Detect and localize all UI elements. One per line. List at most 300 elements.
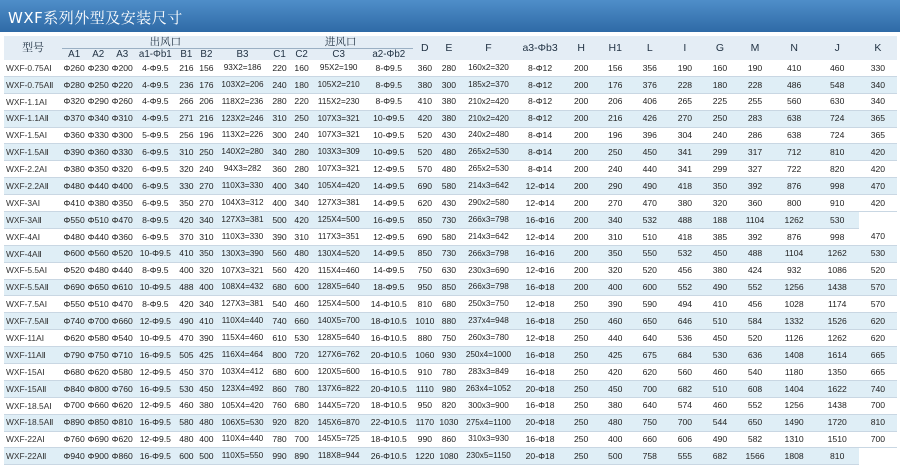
model-cell: WXF-7.5AⅡ (4, 313, 62, 330)
table-cell: 425 (196, 347, 216, 364)
table-cell: 810 (816, 144, 859, 161)
dimension-table (4, 36, 897, 465)
table-cell: 210x2=420 (461, 93, 516, 110)
table-cell: 105X4=420 (313, 178, 365, 195)
table-cell: Φ610 (110, 279, 134, 296)
table-cell: Φ800 (86, 380, 110, 397)
table-cell: 910 (413, 364, 437, 381)
table-cell: 250 (564, 313, 598, 330)
table-cell: 20-Φ18 (516, 414, 564, 431)
table-cell: Φ480 (62, 178, 86, 195)
header-M: M (737, 36, 772, 60)
table-cell: 530 (859, 245, 897, 262)
table-cell: 250x3=750 (461, 296, 516, 313)
table-cell: Φ900 (86, 448, 110, 465)
table-cell: 340 (196, 296, 216, 313)
table-cell: 283 (737, 110, 772, 127)
table-row (4, 195, 897, 212)
table-cell: 12-Φ18 (516, 296, 564, 313)
table-cell: 12-Φ9.5 (134, 313, 176, 330)
table-cell: 424 (737, 262, 772, 279)
table-cell: 16-Φ18 (516, 313, 564, 330)
header-model: 型号 (4, 36, 62, 60)
table-cell: 20-Φ18 (516, 380, 564, 397)
table-cell: 456 (667, 262, 702, 279)
table-cell: 470 (632, 195, 667, 212)
table-cell: 1510 (816, 431, 859, 448)
table-cell: 600 (632, 279, 667, 296)
table-cell: 12-Φ9.5 (134, 397, 176, 414)
table-cell: 8-Φ9.5 (365, 76, 413, 93)
table-cell: 16-Φ9.5 (134, 414, 176, 431)
table-cell: 304 (667, 127, 702, 144)
table-cell: 420 (291, 262, 313, 279)
table-cell: 712 (773, 144, 816, 161)
table-cell: 450 (598, 380, 632, 397)
table-cell: Φ360 (62, 127, 86, 144)
table-cell: 8-Φ9.5 (134, 262, 176, 279)
table-cell: 560 (667, 364, 702, 381)
model-cell: WXF-4AⅠ (4, 228, 62, 245)
table-cell: 280 (437, 60, 461, 76)
table-cell: 140X2=280 (216, 144, 268, 161)
table-cell: Φ620 (62, 330, 86, 347)
table-cell: 270 (196, 195, 216, 212)
table-cell: 240 (269, 76, 291, 93)
table-cell: Φ760 (62, 431, 86, 448)
table-cell: 290x2=580 (461, 195, 516, 212)
table-cell: 225 (702, 93, 737, 110)
table-cell: 94X3=282 (216, 161, 268, 178)
table-row (4, 347, 897, 364)
table-cell: 341 (667, 161, 702, 178)
table-cell: 214x3=642 (461, 228, 516, 245)
table-cell: 123X4=492 (216, 380, 268, 397)
table-row (4, 212, 897, 229)
table-cell: 16-Φ9.5 (134, 448, 176, 465)
table-row (4, 397, 897, 414)
table-cell: Φ480 (86, 262, 110, 279)
table-row (4, 245, 897, 262)
table-cell: 505 (176, 347, 196, 364)
table-cell: 548 (816, 76, 859, 93)
table-cell: Φ750 (86, 347, 110, 364)
table-cell: 1262 (816, 330, 859, 347)
table-cell: 200 (564, 127, 598, 144)
table-cell: 110X3=330 (216, 228, 268, 245)
table-cell: Φ300 (110, 127, 134, 144)
table-cell: 540 (737, 364, 772, 381)
table-cell: 488 (667, 212, 702, 229)
table-row (4, 161, 897, 178)
table-cell: 260x3=780 (461, 330, 516, 347)
table-cell: 228 (737, 76, 772, 93)
table-cell: 630 (816, 93, 859, 110)
table-cell: 145X6=870 (313, 414, 365, 431)
table-cell: 410 (702, 296, 737, 313)
table-cell: 700 (859, 431, 897, 448)
table-cell: 16-Φ10.5 (365, 364, 413, 381)
table-cell: 125X4=500 (313, 212, 365, 229)
header-A1: A1 (62, 49, 86, 61)
table-cell: 380 (702, 262, 737, 279)
table-cell: 680 (269, 364, 291, 381)
table-cell: 640 (632, 330, 667, 347)
table-row (4, 127, 897, 144)
header-A3: A3 (110, 49, 134, 61)
table-cell: 350 (176, 195, 196, 212)
table-cell: 280 (291, 161, 313, 178)
table-cell: 127X6=762 (313, 347, 365, 364)
header-C1: C1 (269, 49, 291, 61)
table-cell: 103X3=309 (313, 144, 365, 161)
table-cell: Φ510 (86, 296, 110, 313)
table-cell: 10-Φ9.5 (365, 127, 413, 144)
table-cell: Φ310 (110, 110, 134, 127)
table-cell: Φ790 (62, 347, 86, 364)
table-cell: 1808 (773, 448, 816, 465)
table-cell: 820 (437, 397, 461, 414)
page-title: WXF系列外型及安装尺寸 (8, 9, 183, 27)
table-cell: 450 (702, 330, 737, 347)
table-cell: 1080 (437, 448, 461, 465)
table-cell: 103X2=206 (216, 76, 268, 93)
table-cell: 400 (196, 279, 216, 296)
table-cell: 876 (773, 228, 816, 245)
table-cell: 16-Φ9.5 (365, 212, 413, 229)
table-cell: 130X3=390 (216, 245, 268, 262)
table-cell: 600 (176, 448, 196, 465)
table-cell: Φ440 (110, 262, 134, 279)
table-cell: 400 (269, 195, 291, 212)
table-cell: 665 (859, 347, 897, 364)
table-cell: 12-Φ9.5 (365, 161, 413, 178)
table-cell: 860 (437, 431, 461, 448)
table-cell: 200 (564, 279, 598, 296)
table-cell: 20-Φ18 (516, 448, 564, 465)
table-cell: 550 (632, 245, 667, 262)
table-row (4, 380, 897, 397)
table-cell: 220 (291, 93, 313, 110)
table-cell: Φ760 (110, 380, 134, 397)
table-cell: 340 (196, 212, 216, 229)
table-cell: 144X5=720 (313, 397, 365, 414)
table-cell: 275x4=1100 (461, 414, 516, 431)
table-cell: 490 (702, 279, 737, 296)
table-cell: 760 (269, 397, 291, 414)
table-cell: 16-Φ10.5 (365, 330, 413, 347)
table-cell: 400 (196, 431, 216, 448)
table-cell: 300x3=900 (461, 397, 516, 414)
table-cell: 356 (632, 60, 667, 76)
model-cell: WXF-4AⅡ (4, 245, 62, 262)
table-cell: 750 (632, 414, 667, 431)
table-cell: 990 (269, 448, 291, 465)
table-cell: 440 (598, 330, 632, 347)
table-row (4, 110, 897, 127)
table-cell: 510 (632, 228, 667, 245)
table-cell: 608 (737, 380, 772, 397)
table-cell: 8-Φ14 (516, 127, 564, 144)
table-cell: 584 (737, 313, 772, 330)
table-cell: 552 (667, 279, 702, 296)
table-cell: Φ410 (62, 195, 86, 212)
table-cell: 340 (598, 212, 632, 229)
table-cell: 930 (437, 347, 461, 364)
table-cell: 500 (598, 448, 632, 465)
model-cell: WXF-22AⅠ (4, 431, 62, 448)
table-cell: 220 (269, 60, 291, 76)
table-cell: 196 (196, 127, 216, 144)
table-cell: Φ580 (110, 364, 134, 381)
model-cell: WXF-1.5AⅠ (4, 127, 62, 144)
table-cell: 480 (291, 245, 313, 262)
table-cell: 14-Φ9.5 (365, 178, 413, 195)
table-cell: 520 (413, 144, 437, 161)
table-cell: 998 (816, 228, 859, 245)
table-cell: 460 (702, 364, 737, 381)
table-cell: 365 (859, 127, 897, 144)
table-cell: 660 (291, 313, 313, 330)
table-cell: 665 (859, 364, 897, 381)
table-cell: Φ690 (86, 431, 110, 448)
table-cell: 640 (632, 397, 667, 414)
table-cell: 1220 (413, 448, 437, 465)
table-cell: Φ340 (86, 110, 110, 127)
table-cell: 430 (437, 195, 461, 212)
table-cell: 200 (564, 262, 598, 279)
table-cell: 420 (176, 296, 196, 313)
table-cell: 188 (702, 212, 737, 229)
table-cell: 127X3=381 (216, 296, 268, 313)
table-cell: 560 (269, 245, 291, 262)
table-cell: 255 (737, 93, 772, 110)
table-cell: 1408 (773, 347, 816, 364)
table-cell: 16-Φ9.5 (134, 380, 176, 397)
table-cell: 552 (737, 397, 772, 414)
table-cell: 700 (667, 414, 702, 431)
table-cell: 450 (196, 380, 216, 397)
table-cell: 8-Φ12 (516, 76, 564, 93)
header-H: H (564, 36, 598, 60)
table-cell: 350 (598, 245, 632, 262)
table-cell: Φ860 (110, 448, 134, 465)
table-cell: 1262 (816, 245, 859, 262)
table-cell: 12-Φ14 (516, 195, 564, 212)
table-cell: 385 (702, 228, 737, 245)
table-cell: 26-Φ10.5 (365, 448, 413, 465)
table-cell: 750 (413, 262, 437, 279)
table-cell: 390 (598, 296, 632, 313)
table-cell: 18-Φ10.5 (365, 313, 413, 330)
table-row (4, 313, 897, 330)
table-cell: 1010 (413, 313, 437, 330)
table-cell: Φ890 (62, 414, 86, 431)
table-cell: 228 (667, 76, 702, 93)
table-cell: 5-Φ9.5 (134, 127, 176, 144)
table-cell: 1060 (413, 347, 437, 364)
table-cell: 280 (269, 93, 291, 110)
table-cell: 95X2=190 (313, 60, 365, 76)
table-row (4, 330, 897, 347)
model-cell: WXF-3AⅠ (4, 195, 62, 212)
header-G: G (702, 36, 737, 60)
table-body (4, 60, 897, 465)
table-cell: 340 (291, 178, 313, 195)
table-cell: 176 (196, 76, 216, 93)
table-cell: 410 (196, 313, 216, 330)
table-cell: 265x2=530 (461, 161, 516, 178)
table-cell: 800 (269, 347, 291, 364)
table-cell: 552 (737, 279, 772, 296)
table-cell: 420 (859, 195, 897, 212)
table-cell: 327 (737, 161, 772, 178)
table-cell: 160x2=320 (461, 60, 516, 76)
table-cell: 265x2=530 (461, 144, 516, 161)
table-cell: 280 (291, 144, 313, 161)
table-cell: 14-Φ9.5 (365, 245, 413, 262)
table-cell: 410 (773, 60, 816, 76)
table-cell: 400 (269, 178, 291, 195)
table-cell: 200 (564, 212, 598, 229)
table-cell: 200 (564, 161, 598, 178)
table-cell: 480 (176, 431, 196, 448)
header-a3b3: a3-Φb3 (516, 36, 564, 60)
table-cell: 16-Φ18 (516, 364, 564, 381)
header-B2: B2 (196, 49, 216, 61)
table-row (4, 228, 897, 245)
table-cell: 850 (413, 212, 437, 229)
table-cell: 250 (564, 414, 598, 431)
table-cell: 113X2=226 (216, 127, 268, 144)
table-cell: 700 (632, 380, 667, 397)
table-cell: 360 (269, 161, 291, 178)
table-cell: 380 (437, 110, 461, 127)
table-cell: Φ260 (62, 60, 86, 76)
table-cell: 620 (859, 330, 897, 347)
table-cell: 520 (632, 262, 667, 279)
table-cell: 8-Φ9.5 (365, 93, 413, 110)
table-cell: Φ510 (86, 212, 110, 229)
table-cell: 160 (291, 60, 313, 76)
table-cell: 127X3=381 (216, 212, 268, 229)
model-cell: WXF-11AⅠ (4, 330, 62, 347)
table-row (4, 178, 897, 195)
table-cell: 420 (176, 212, 196, 229)
table-cell: 580 (176, 414, 196, 431)
table-cell: 1350 (816, 364, 859, 381)
table-cell: 16-Φ9.5 (134, 347, 176, 364)
table-cell: 200 (564, 178, 598, 195)
model-cell: WXF-18.5AⅠ (4, 397, 62, 414)
table-cell: 1566 (737, 448, 772, 465)
table-cell: 646 (667, 313, 702, 330)
table-cell: 330 (176, 178, 196, 195)
header-a1b1: a1-Φb1 (134, 49, 176, 61)
table-cell: 730 (437, 212, 461, 229)
table-cell: 350 (196, 245, 216, 262)
table-cell: 420 (598, 364, 632, 381)
table-cell: 6-Φ9.5 (134, 144, 176, 161)
table-cell: 250 (564, 296, 598, 313)
table-cell: 700 (859, 397, 897, 414)
table-cell: 200 (564, 245, 598, 262)
model-cell: WXF-1.5AⅡ (4, 144, 62, 161)
table-cell: 196 (598, 127, 632, 144)
table-cell: 250 (564, 448, 598, 465)
table-cell: 370 (176, 228, 196, 245)
table-cell: 340 (291, 195, 313, 212)
table-cell: 1622 (816, 380, 859, 397)
table-cell: 6-Φ9.5 (134, 195, 176, 212)
table-cell: 880 (437, 313, 461, 330)
table-cell: 780 (437, 364, 461, 381)
header-H1: H1 (598, 36, 632, 60)
table-cell: 590 (632, 296, 667, 313)
header-I: I (667, 36, 702, 60)
table-cell: Φ520 (62, 262, 86, 279)
table-cell: 16-Φ16 (516, 245, 564, 262)
title-bar (0, 0, 900, 32)
table-cell: 310x3=930 (461, 431, 516, 448)
header-D: D (413, 36, 437, 60)
table-cell: 800 (773, 195, 816, 212)
table-cell: 700 (291, 431, 313, 448)
table-cell: 530 (176, 380, 196, 397)
model-cell: WXF-5.5AⅠ (4, 262, 62, 279)
table-cell: 200 (564, 93, 598, 110)
table-cell: 180 (702, 76, 737, 93)
table-cell: 270 (598, 195, 632, 212)
table-cell: 494 (667, 296, 702, 313)
header-A2: A2 (86, 49, 110, 61)
table-cell: 250 (564, 364, 598, 381)
table-cell: 682 (702, 448, 737, 465)
table-cell: 103X4=412 (216, 364, 268, 381)
table-cell: 4-Φ9.5 (134, 60, 176, 76)
table-cell: Φ550 (62, 296, 86, 313)
model-cell: WXF-1.1AⅠ (4, 93, 62, 110)
table-cell: Φ940 (62, 448, 86, 465)
table-cell: 486 (773, 76, 816, 93)
table-cell: 320 (702, 195, 737, 212)
table-cell: 137X6=822 (313, 380, 365, 397)
table-cell: 310 (598, 228, 632, 245)
table-cell: 1028 (773, 296, 816, 313)
table-cell: 320 (598, 262, 632, 279)
table-cell: 299 (702, 144, 737, 161)
table-cell: Φ470 (110, 212, 134, 229)
table-cell: Φ220 (110, 76, 134, 93)
header-F: F (461, 36, 516, 60)
table-cell: 10-Φ9.5 (365, 110, 413, 127)
table-cell: 636 (737, 347, 772, 364)
table-cell: 240x2=480 (461, 127, 516, 144)
table-cell: 1614 (816, 347, 859, 364)
table-cell: 370 (196, 364, 216, 381)
table-cell: 1126 (773, 330, 816, 347)
table-cell: 14-Φ9.5 (365, 262, 413, 279)
table-cell: Φ620 (110, 431, 134, 448)
table-cell: 1490 (773, 414, 816, 431)
table-cell: 350 (702, 178, 737, 195)
table-cell: 724 (816, 127, 859, 144)
table-cell: 480 (196, 414, 216, 431)
table-cell: 720 (291, 347, 313, 364)
table-cell: 380 (598, 397, 632, 414)
model-cell: WXF-0.75AⅠ (4, 60, 62, 76)
table-cell: 380 (437, 93, 461, 110)
